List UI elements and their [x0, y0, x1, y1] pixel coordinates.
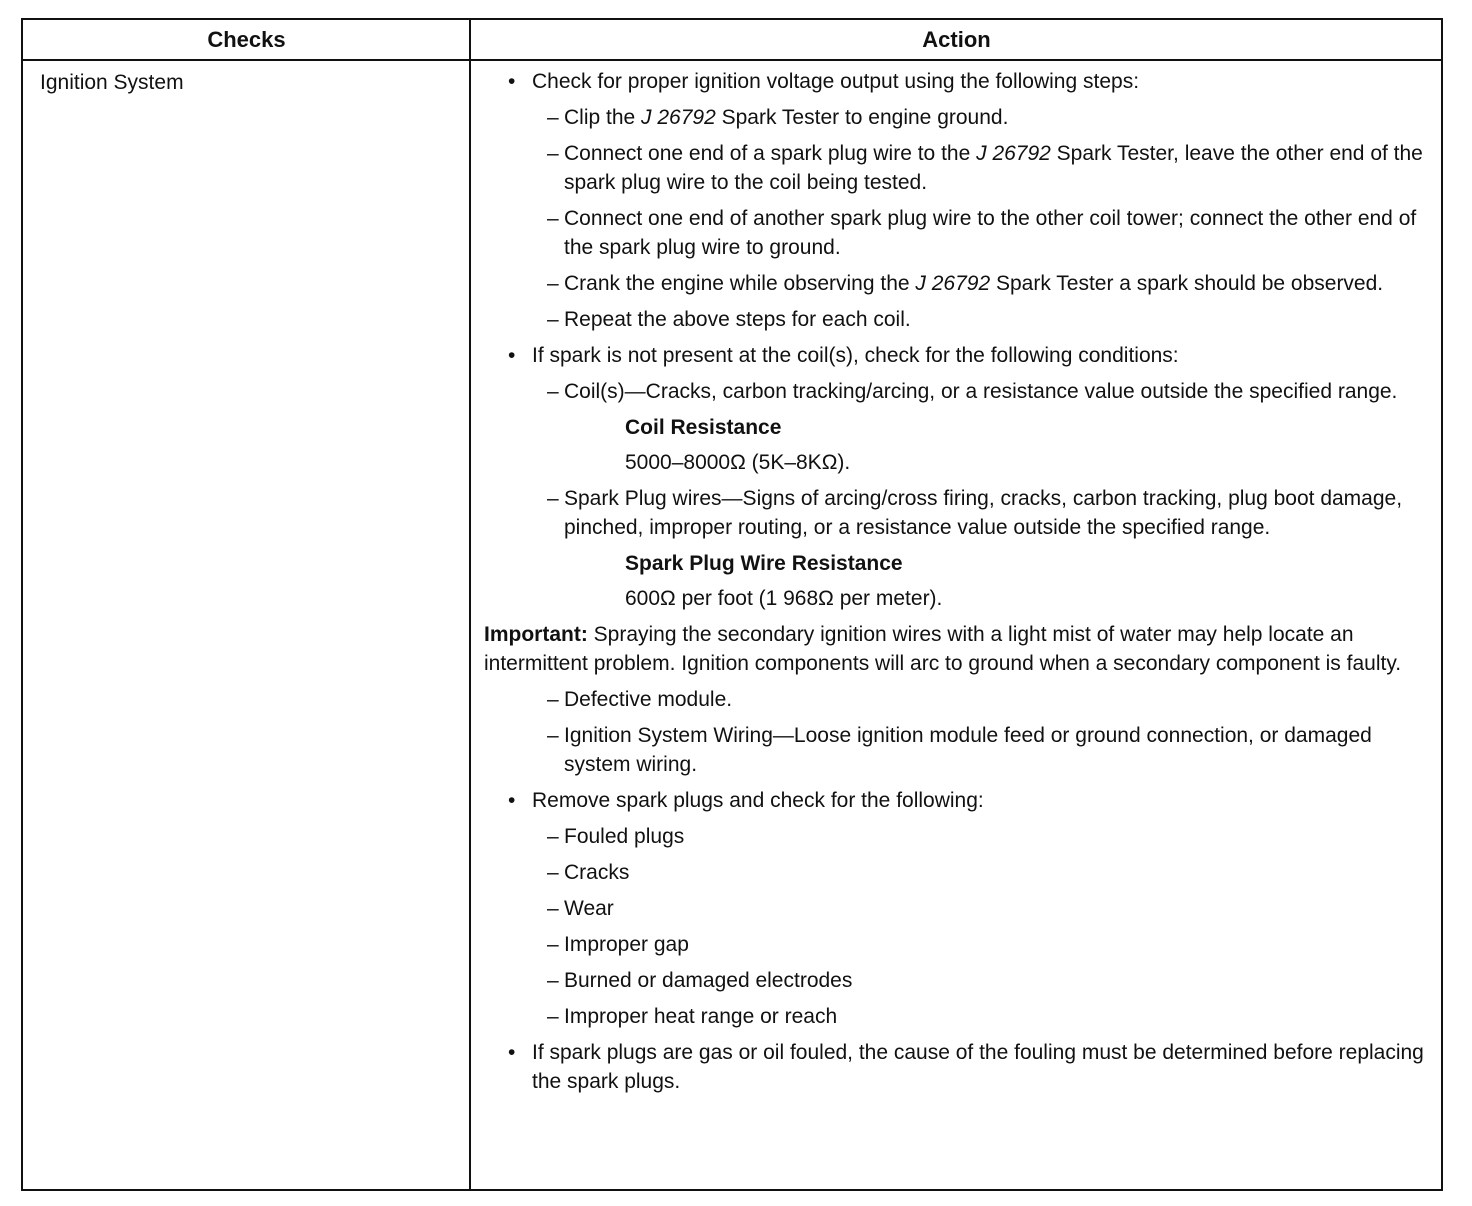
spec-title-coil-resistance: Coil Resistance [625, 416, 782, 439]
important-note: Important: Spraying the secondary ignition wires with a light mist of water may help locate an intermittent problem. Ignition components will arc to ground when a secondary component is faulty. [484, 623, 1402, 675]
header-checks: Checks [207, 27, 286, 52]
dash-item: – Ignition System Wiring—Loose ignition module feed or ground connection, or damaged system wiring. [547, 724, 1372, 776]
dash-item: – Improper gap [547, 933, 689, 956]
dash-item: – Coil(s)—Cracks, carbon tracking/arcing, or a resistance value outside the specified range. [547, 380, 1398, 403]
column-divider [469, 20, 471, 1189]
spec-value-wire-resistance: 600Ω per foot (1 968Ω per meter). [625, 587, 943, 610]
dash-item: – Crank the engine while observing the J 26792 Spark Tester a spark should be observed. [547, 272, 1384, 295]
dash-item: – Burned or damaged electrodes [547, 969, 853, 992]
dash-item: – Connect one end of another spark plug wire to the other coil tower; connect the other end of the spark plug wire to ground. [547, 207, 1417, 259]
dash-item: – Improper heat range or reach [547, 1005, 838, 1028]
dash-item: – Wear [547, 897, 614, 920]
dash-item: – Spark Plug wires—Signs of arcing/cross firing, cracks, carbon tracking, plug boot damage, pinched, improper routing, or a resistance value outside the specified range. [547, 487, 1403, 539]
note-label: Important: [484, 623, 588, 646]
spec-value-coil-resistance: 5000–8000Ω (5K–8KΩ). [625, 451, 851, 474]
table-header-row [23, 20, 1441, 61]
check-cell: Ignition System [40, 71, 184, 94]
dash-item: – Clip the J 26792 Spark Tester to engine ground. [547, 106, 1009, 129]
header-action: Action [922, 27, 991, 52]
diagnostic-table [21, 18, 1443, 1191]
dash-item: – Defective module. [547, 688, 733, 711]
dash-item: – Fouled plugs [547, 825, 685, 848]
tool-number: J 26792 [976, 142, 1051, 165]
spec-title-wire-resistance: Spark Plug Wire Resistance [625, 552, 903, 575]
bullet-item: • Check for proper ignition voltage output using the following steps: [484, 67, 1429, 96]
dash-item: – Cracks [547, 861, 630, 884]
bullet-item: • If spark plugs are gas or oil fouled, the cause of the fouling must be determined before replacing the spark plugs. [484, 1038, 1429, 1096]
dash-item: – Connect one end of a spark plug wire to the J 26792 Spark Tester, leave the other end of the spark plug wire to the coil being tested. [547, 142, 1423, 194]
dash-item: – Repeat the above steps for each coil. [547, 308, 911, 331]
bullet-item: • Remove spark plugs and check for the following: [484, 786, 1429, 815]
tool-number: J 26792 [915, 272, 991, 295]
action-cell [484, 67, 1429, 1103]
tool-number: J 26792 [641, 106, 716, 129]
bullet-item: • If spark is not present at the coil(s), check for the following conditions: [484, 341, 1429, 370]
